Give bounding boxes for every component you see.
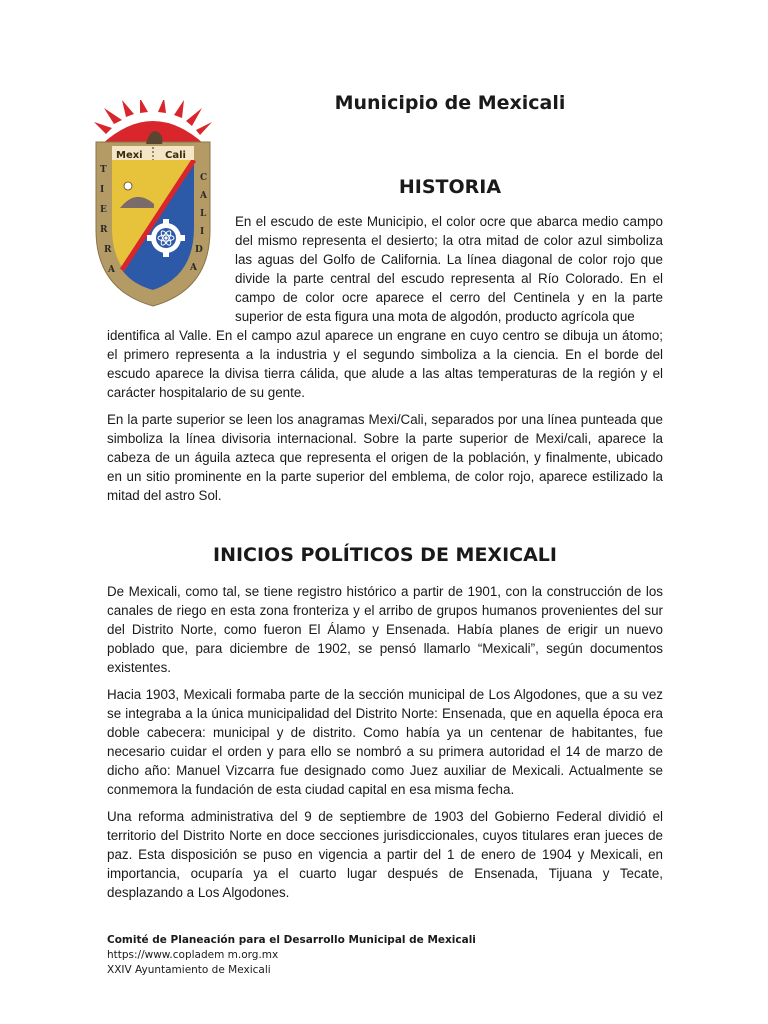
inicios-heading: INICIOS POLÍTICOS DE MEXICALI xyxy=(213,544,557,566)
footer xyxy=(107,933,607,978)
mexicali-crest-logo xyxy=(92,100,214,308)
inicios-paragraph-1: De Mexicali, como tal, se tiene registro histórico a partir de 1901, con la construcción de los canales de riego en esta zona fronteriza y el arribo de grupos humanos provenientes del sur del Distrito Norte, como fueron El Álamo y Ensenada. Había planes de erigir un nuevo poblado que, para diciembre de 1902, se pensó llamarlo “Mexicali”, según documentos existentes. xyxy=(107,584,663,675)
historia-paragraph-1b: identifica al Valle. En el campo azul aparece un engrane en cuyo centro se dibuja un átomo; el primero representa a la industria y el segundo simboliza a la ciencia. En el borde del escudo aparece la divisa tierra cálida, que alude a las altas temperaturas de la región y el carácter hospitalario de su gente. xyxy=(107,328,663,400)
page-title: Municipio de Mexicali xyxy=(334,92,566,114)
crest-cali-text: Cali xyxy=(165,150,186,161)
cotton-puff xyxy=(124,182,132,190)
inicios-paragraph-3: Una reforma administrativa del 9 de septiembre de 1903 del Gobierno Federal dividió el territorio del Distrito Norte en doce secciones jurisdiccionales, cuyos titulares eran jueces de paz. Esta disposición se puso en vigencia a partir del 1 de enero de 1904 y Mexicali, en importancia, ocuparía ya el cuarto lugar después de Ensenada, Tijuana y Tecate, desplazando a Los Algodones. xyxy=(107,809,663,900)
historia-heading: HISTORIA xyxy=(398,176,502,198)
footer-url[interactable]: https://www.copladem m.org.mx xyxy=(107,949,279,961)
footer-organization: Comité de Planeación para el Desarrollo Municipal de Mexicali xyxy=(107,934,476,946)
footer-ayuntamiento: XXIV Ayuntamiento de Mexicali xyxy=(107,964,271,976)
inicios-paragraph-2: Hacia 1903, Mexicali formaba parte de la sección municipal de Los Algodones, que a su vez se integraba a la única municipalidad del Distrito Norte: Ensenada, que en aquella época era doble cabecera: municipal y de distrito. Como había ya un centenar de habitantes, fue necesario cuidar el orden y para ello se nombró a su primera autoridad el 14 de marzo de dicho año: Manuel Vizcarra fue designado como Juez auxiliar de Mexicali. Actualmente se conmemora la fundación de esta ciudad capital en esa misma fecha. xyxy=(107,687,663,797)
motto-tierra-letters: T I E R R A xyxy=(100,165,115,275)
historia-paragraph-1a: En el escudo de este Municipio, el color ocre que abarca medio campo del mismo representa el desierto; la otra mitad de color azul simboliza las aguas del Golfo de California. La línea diagonal de color rojo que divide la parte central del escudo representa al Río Colorado. En el campo de color ocre aparece el cerro del Centinela y en la parte superior de esta figura una mota de algodón, producto agrícola que xyxy=(235,214,663,324)
historia-paragraph-2: En la parte superior se leen los anagramas Mexi/Cali, separados por una línea punteada que simboliza la línea divisoria internacional. Sobre la parte superior de Mexi/cali, aparece la cabeza de un águila azteca que representa el origen de la población, y finalmente, ubicado en un sitio prominente en la parte superior del emblema, de color rojo, aparece estilizado la mitad del astro Sol. xyxy=(107,412,663,503)
crest-mexi-text: Mexi xyxy=(116,150,143,161)
motto-calida-letters: C A L I D A xyxy=(190,173,208,273)
